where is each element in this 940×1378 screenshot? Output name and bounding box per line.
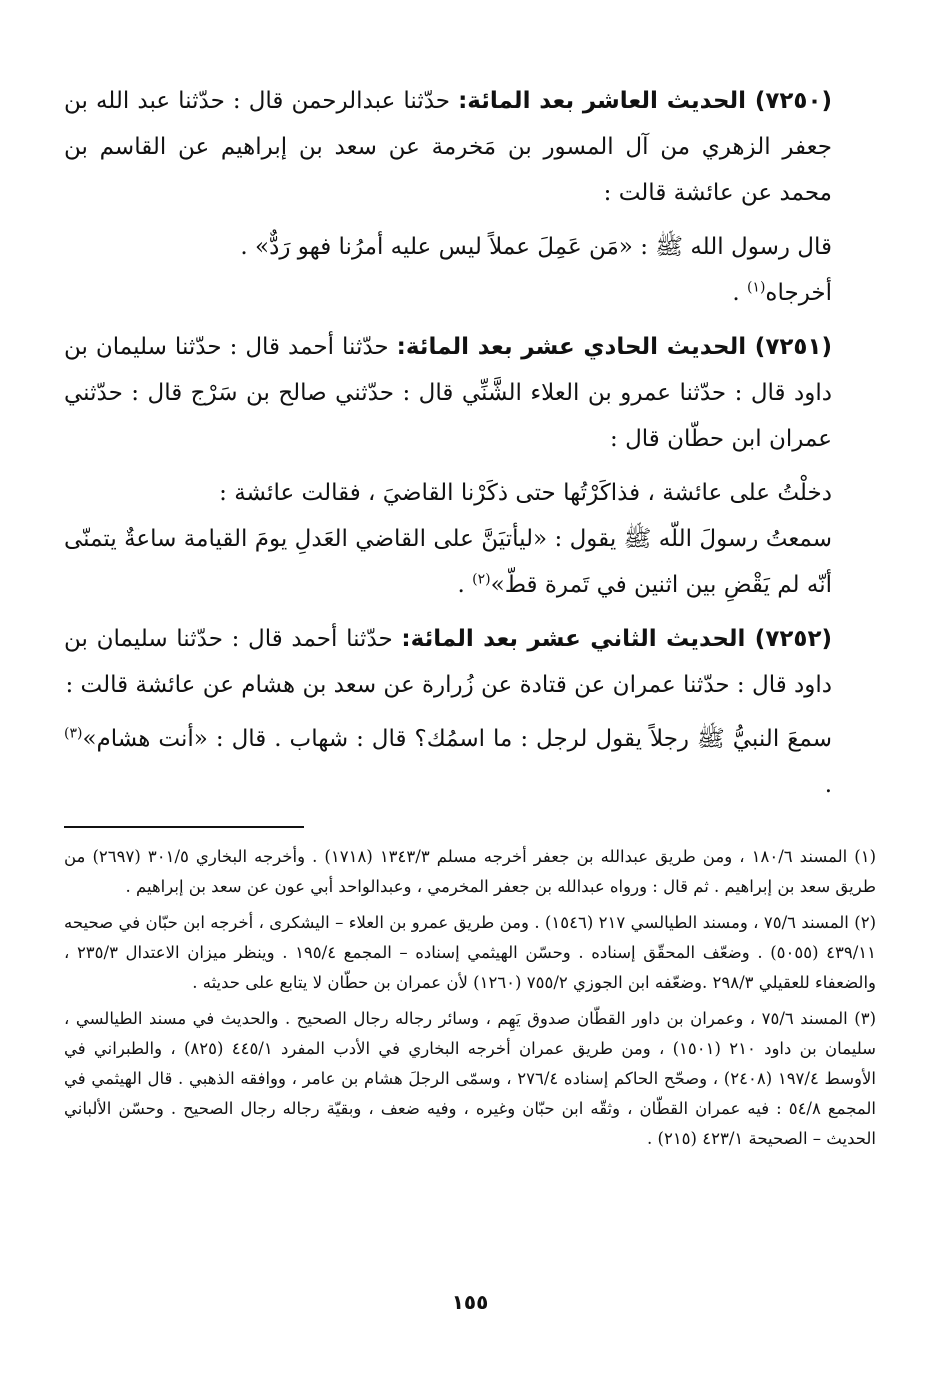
footnote-3: (٣) المسند ٧٥/٦ ، وعمران بن داور القطّان صدوق يَهِم ، وسائر رجاله رجال الصحيح . والحديث في مسند الطيالسي ، سليمان بن داود ٢١٠ (١٥٠١) ، ومن طريق عمران أخرجه البخاري في الأدب المفرد ٤٤٥/١ (٨٢٥) ، والطبراني في الأوسط ١٩٧/٤ (٢٤٠٨) ، وصحّح الحاكم إسناده ٢٧٦/٤ ، وسمّى الرجلَ هشام بن عامر ، ووافقه الذهبي . قال الهيثمي في المجمع ٥٤/٨ : فيه عمران القطّان ، وثقّه ابن حبّان وغيره ، وفيه ضعف ، وبقيّة رجاله رجال الصحيح . وحسّن الألباني الحديث – الصحيحة ٤٢٣/١ (٢١٥) . [64, 1009, 877, 1148]
hadith-7250-takhrij-text: أخرجاه [765, 280, 832, 306]
hadith-7251-matn-text: سمعتُ رسولَ اللّه ﷺ يقول : «ليأتيَنَّ على القاضي العَدلِ يومَ القيامة ساعةٌ يتمنّى أنّه لم يَقْضِ بين اثنين في تَمرة قطّ» [64, 526, 832, 598]
hadith-7252-matn-end: . [824, 772, 832, 798]
hadith-7251-isnad-text: حدّثنا أحمد قال : حدّثنا سليمان بن داود قال : حدّثنا عمرو بن العلاء الشَّنِّي قال : حدّثني صالح بن سَرْج قال : حدّثني عمران ابن حطّان قال : [64, 334, 832, 452]
hadith-7250-matn: قال رسول الله ﷺ : «مَن عَمِلَ عملاً ليس عليه أمرُنا فهو رَدٌّ» . [240, 234, 832, 260]
footnotes [64, 842, 876, 1154]
hadith-7250-takhrij-end: . [732, 280, 747, 306]
hadith-7251-matn [64, 516, 876, 608]
footnote-ref-1[interactable]: (١) [746, 279, 766, 296]
hadith-7250-heading: (٧٢٥٠) الحديث العاشر بعد المائة: [458, 88, 833, 114]
hadith-7252-isnad-text: حدّثنا أحمد قال : حدّثنا سليمان بن داود قال : حدّثنا عمران عن قتادة عن زُرارة عن سعد بن هشام عن عائشة قالت : [64, 626, 832, 698]
hadith-7251-heading: (٧٢٥١) الحديث الحادي عشر بعد المائة: [396, 334, 832, 360]
hadith-7251-narration: دخلْتُ على عائشة ، فذاكَرْتُها حتى ذكَرْنا القاضيَ ، فقالت عائشة : [219, 480, 832, 506]
footnote-ref-2[interactable]: (٢) [472, 571, 491, 588]
footnote-2: (٢) المسند ٧٥/٦ ، ومسند الطيالسي ٢١٧ (١٥٤٦) . ومن طريق عمرو بن العلاء – اليشكرى ، أخرجه ابن حبّان في صحيحه ٤٣٩/١١ (٥٠٥٥) . وضعّف المحقّق إسناده . وحسّن الهيثمي إسناده – المجمع ١٩٥/٤ . وينظر ميزان الاعتدال ٢٣٥/٣ ، والضعفاء للعقيلي ٢٩٨/٣ .وضعّفه ابن الجوزي ٧٥٥/٢ (١٢٦٠) لأن عمران بن حطّان لا يتابع على حديثه . [64, 913, 877, 992]
hadith-7252-matn-text: سمعَ النبيُّ ﷺ رجلاً يقول لرجل : ما اسمُك؟ قال : شهاب . قال : «أنت هشام» [82, 726, 832, 752]
hadith-7251-isnad [64, 324, 876, 462]
hadith-7251-matn-end: . [457, 572, 473, 598]
hadith-7252-isnad [64, 616, 876, 708]
page-body [64, 78, 876, 1160]
hadith-7250-takhrij [64, 270, 876, 316]
footnote-1: (١) المسند ١٨٠/٦ ، ومن طريق عبدالله بن جعفر أخرجه مسلم ١٣٤٣/٣ (١٧١٨) . وأخرجه البخاري ٣٠١/٥ (٢٦٩٧) من طريق سعد بن إبراهيم . ثم قال : ورواه عبدالله بن جعفر المخرمي ، وعبدالواحد أبي عون عن سعد بن إبراهيم . [64, 847, 877, 896]
hadith-7250-isnad-text: حدّثنا عبدالرحمن قال : حدّثنا عبد الله بن جعفر الزهري من آل المسور بن مَخرمة عن سعد بن إبراهيم عن القاسم بن محمد عن عائشة قالت : [64, 88, 832, 206]
hadith-7252-matn [64, 716, 876, 808]
page-number: ١٥٥ [451, 1290, 489, 1314]
hadith-7252-heading: (٧٢٥٢) الحديث الثاني عشر بعد المائة: [401, 626, 832, 652]
footnote-ref-3[interactable]: (٣) [64, 725, 83, 742]
footnote-divider [64, 826, 304, 828]
hadith-7250-isnad [64, 78, 876, 216]
